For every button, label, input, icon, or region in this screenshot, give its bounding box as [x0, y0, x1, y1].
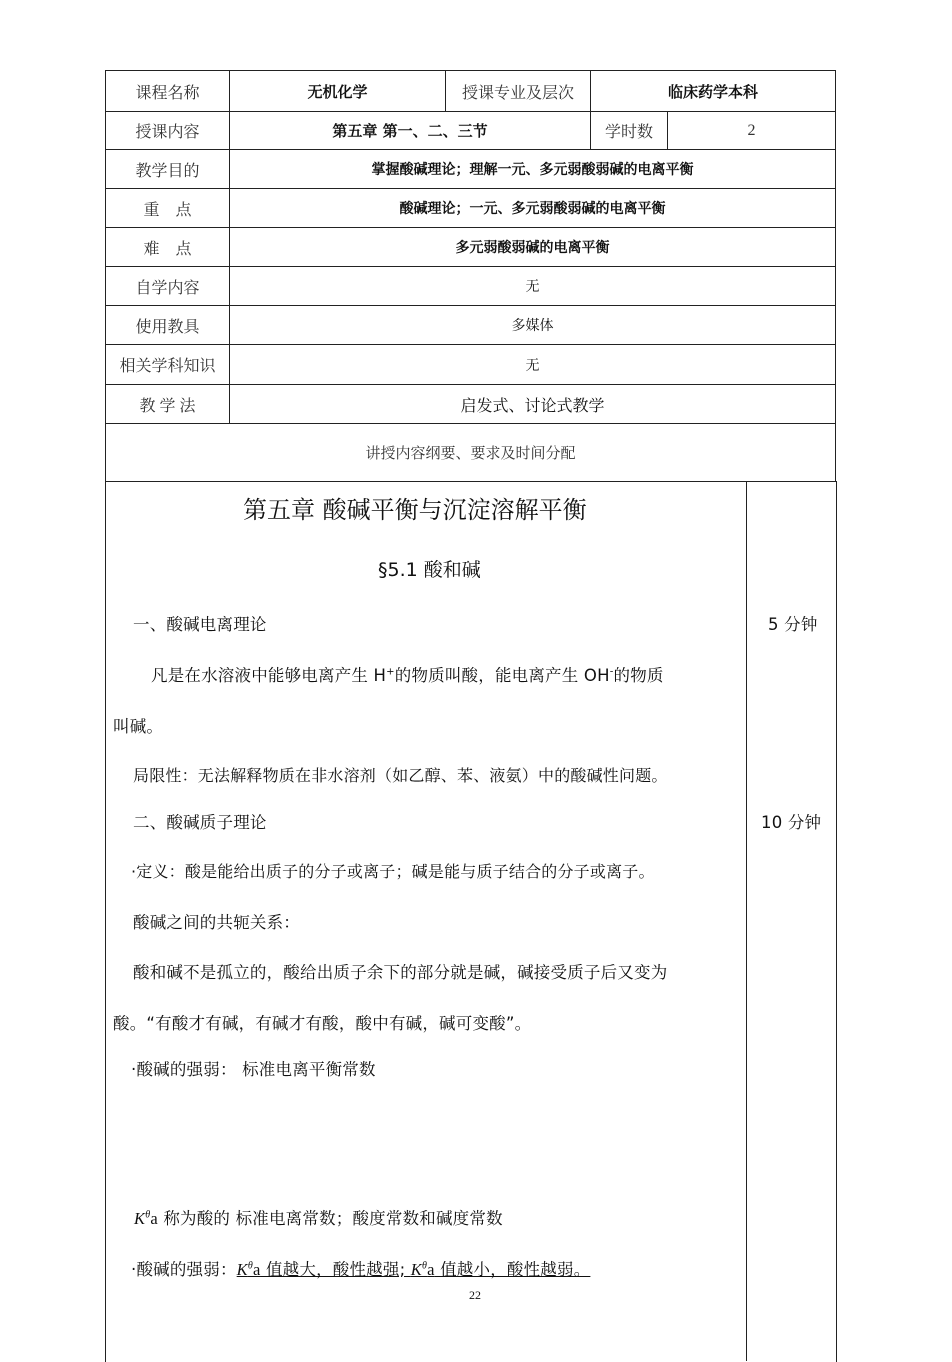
- tools-value: 多媒体: [230, 306, 836, 345]
- time-column-divider: [746, 481, 747, 1361]
- major-label: 授课专业及层次: [446, 71, 591, 112]
- section-title: §5.1 酸和碱: [378, 559, 481, 581]
- hours-label: 学时数: [591, 112, 668, 150]
- content-label: 授课内容: [106, 112, 230, 150]
- course-name-value: 无机化学: [230, 71, 446, 112]
- method-value: 启发式、讨论式教学: [230, 385, 836, 424]
- paragraph-limitation: 局限性：无法解释物质在非水溶剂（如乙醇、苯、液氨）中的酸碱性问题。: [133, 766, 668, 785]
- key-value: 酸碱理论；一元、多元弱酸弱碱的电离平衡: [230, 189, 836, 228]
- heading-proton-theory: 二、酸碱质子理论: [133, 813, 267, 832]
- heading-ionization-theory: 一、酸碱电离理论: [133, 615, 267, 634]
- key-label: 重 点: [106, 189, 230, 228]
- time-allocation-1: 5 分钟: [768, 615, 818, 634]
- goal-label: 教学目的: [106, 150, 230, 189]
- paragraph-arrhenius-definition-cont: 叫碱。: [113, 717, 164, 736]
- paragraph-ka-strength: ·酸碱的强弱：$K^\theta a$ 值越大，酸性越强; $K^\theta a$ 值越小，酸性越弱。: [131, 1260, 591, 1279]
- difficult-label: 难 点: [106, 228, 230, 267]
- method-label: 教 学 法: [106, 385, 230, 424]
- difficult-value: 多元弱酸弱碱的电离平衡: [230, 228, 836, 267]
- hours-value: 2: [668, 112, 836, 150]
- paragraph-conjugate-heading: 酸碱之间的共轭关系：: [133, 913, 300, 932]
- paragraph-arrhenius-definition: 凡是在水溶液中能够电离产生 H+的物质叫酸，能电离产生 OH-的物质: [151, 666, 664, 685]
- paragraph-conjugate-relation-cont: 酸。“有酸才有碱，有碱才有酸，酸中有碱，碱可变酸”。: [113, 1014, 532, 1033]
- page-number: 22: [469, 1288, 481, 1302]
- goal-value: 掌握酸碱理论；理解一元、多元弱酸弱碱的电离平衡: [230, 150, 836, 189]
- self-study-label: 自学内容: [106, 267, 230, 306]
- self-study-value: 无: [230, 267, 836, 306]
- content-value: 第五章 第一、二、三节: [230, 112, 591, 150]
- outline-label: 讲授内容纲要、要求及时间分配: [106, 424, 836, 482]
- major-value: 临床药学本科: [591, 71, 836, 112]
- course-name-label: 课程名称: [106, 71, 230, 112]
- paragraph-conjugate-relation: 酸和碱不是孤立的，酸给出质子余下的部分就是碱，碱接受质子后又变为: [133, 963, 668, 982]
- time-allocation-2: 10 分钟: [761, 813, 822, 832]
- course-info-table: [105, 70, 836, 482]
- paragraph-proton-definition: ·定义：酸是能给出质子的分子或离子；碱是能与质子结合的分子或离子。: [131, 862, 655, 881]
- paragraph-strength-constant: ·酸碱的强弱： 标准电离平衡常数: [131, 1060, 376, 1079]
- tools-label: 使用教具: [106, 306, 230, 345]
- paragraph-ka-definition: $K^\theta a$ 称为酸的 标准电离常数；酸度常数和碱度常数: [134, 1209, 503, 1228]
- related-label: 相关学科知识: [106, 345, 230, 385]
- chapter-title: 第五章 酸碱平衡与沉淀溶解平衡: [243, 496, 587, 524]
- related-value: 无: [230, 345, 836, 385]
